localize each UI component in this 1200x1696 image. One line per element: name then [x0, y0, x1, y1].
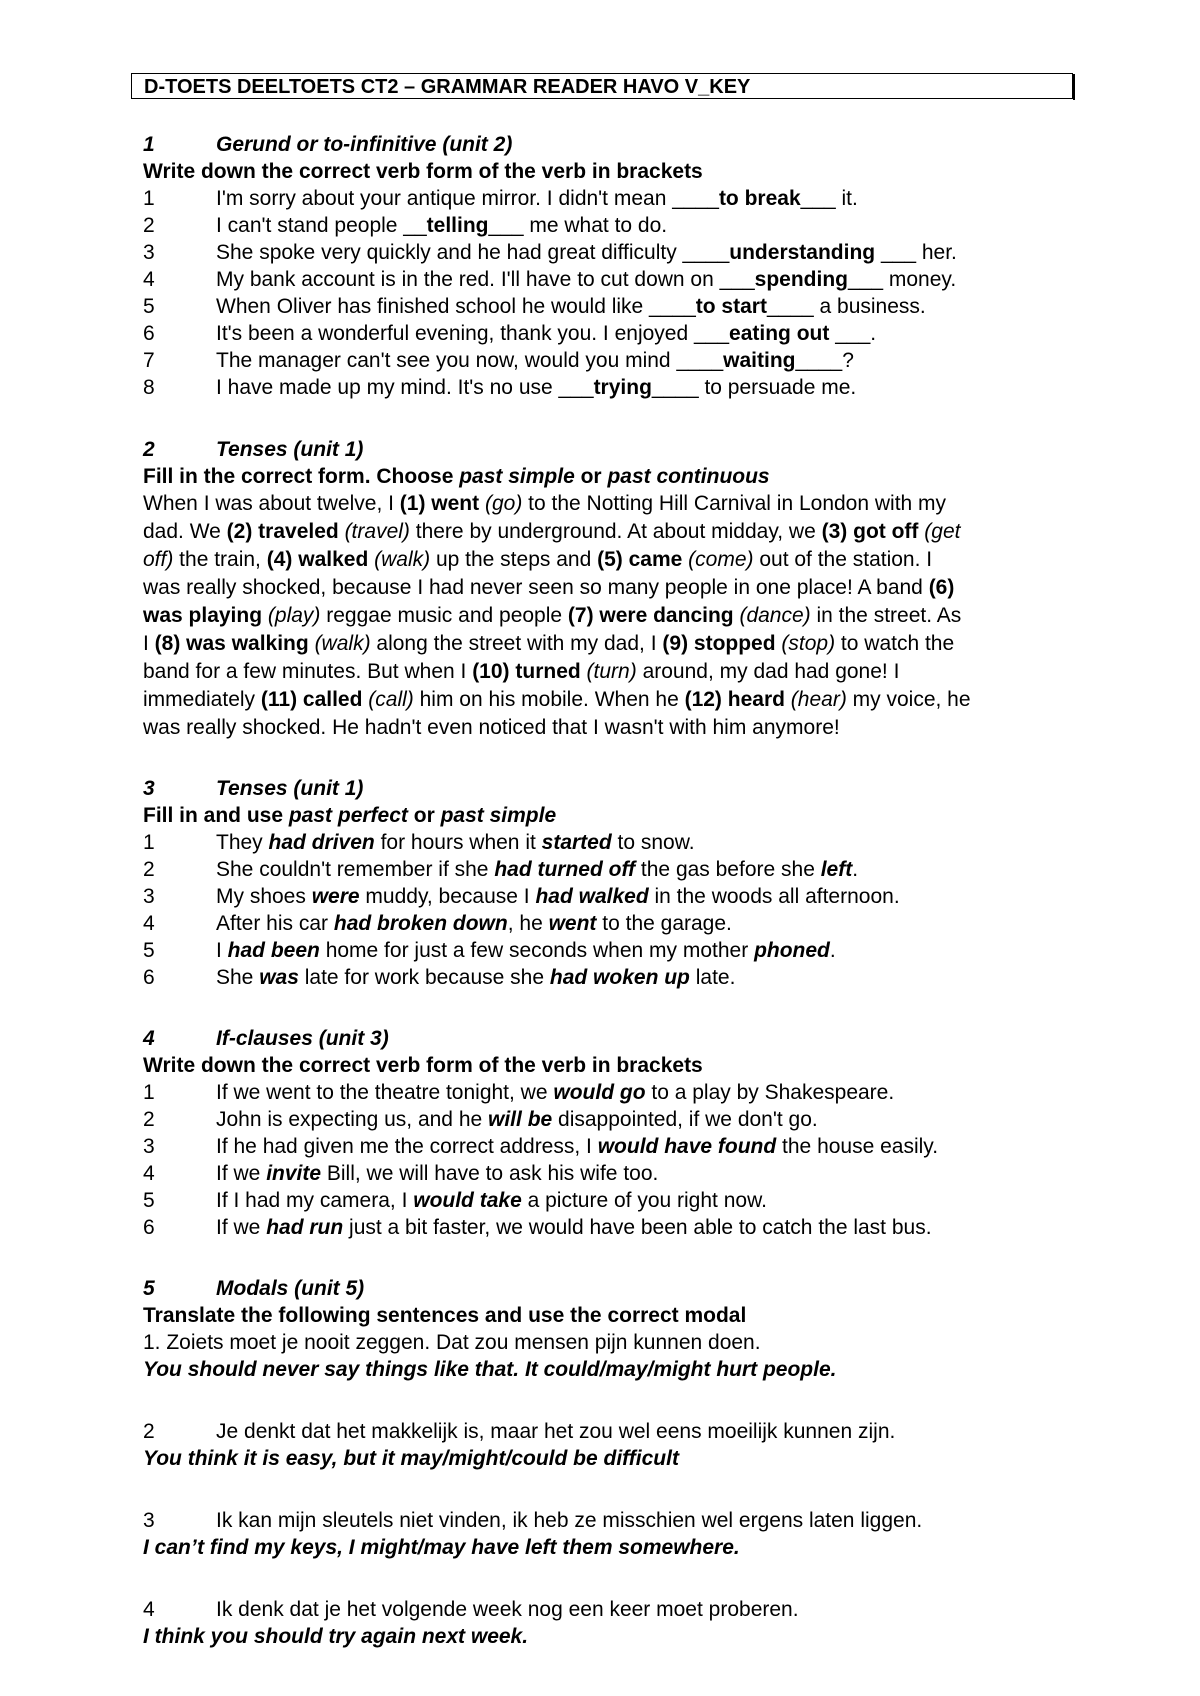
translation-answer: I think you should try again next week.	[143, 1625, 529, 1648]
translation-answer: You should never say things like that. It could/may/might hurt people.	[143, 1358, 837, 1381]
section-5-instruction: Translate the following sentences and use the correct modal	[143, 1304, 747, 1327]
section-2-heading: 2 Tenses (unit 1)	[143, 438, 364, 461]
translation-source: 1. Zoiets moet je nooit zeggen. Dat zou mensen pijn kunnen doen.	[143, 1331, 761, 1354]
page-title: D-TOETS DEELTOETS CT2 – GRAMMAR READER HAVO V_KEY	[144, 76, 751, 98]
answer: understanding	[729, 241, 876, 264]
translation-source: 3 Ik kan mijn sleutels niet vinden, ik heb ze misschien wel ergens laten liggen.	[143, 1509, 923, 1532]
translation-source: 2 Je denkt dat het makkelijk is, maar het zou wel eens moeilijk kunnen zijn.	[143, 1420, 896, 1443]
list-item: 4 My bank account is in the red. I'll have to cut down on ___spending___ money.	[143, 268, 957, 291]
translation-source: 4 Ik denk dat je het volgende week nog een keer moet proberen.	[143, 1598, 799, 1621]
list-item: 3 She spoke very quickly and he had great difficulty ____understanding ___ her.	[143, 241, 957, 264]
list-item: 6 If we had run just a bit faster, we would have been able to catch the last bus.	[143, 1216, 932, 1239]
paragraph-line: was really shocked, because I had never seen so many people in one place! A band (6)	[143, 576, 955, 599]
list-item: 4 If we invite Bill, we will have to ask his wife too.	[143, 1162, 659, 1185]
list-item: 5 I had been home for just a few seconds when my mother phoned.	[143, 939, 836, 962]
paragraph-line: When I was about twelve, I (1) went (go) to the Notting Hill Carnival in London with my	[143, 492, 947, 515]
list-item: 5 When Oliver has finished school he would like ____to start____ a business.	[143, 295, 926, 318]
list-item: 6 She was late for work because she had woken up late.	[143, 966, 736, 989]
list-item: 8 I have made up my mind. It's no use ___trying____ to persuade me.	[143, 376, 857, 399]
list-item: 3 My shoes were muddy, because I had walked in the woods all afternoon.	[143, 885, 900, 908]
paragraph-line: band for a few minutes. But when I (10) turned (turn) around, my dad had gone! I	[143, 660, 900, 683]
paragraph-line: I (8) was walking (walk) along the street with my dad, I (9) stopped (stop) to watch the	[143, 632, 955, 655]
list-item: 2 I can't stand people __telling___ me what to do.	[143, 214, 668, 237]
list-item: 1 They had driven for hours when it started to snow.	[143, 831, 695, 854]
answer: trying	[593, 376, 652, 399]
section-4-instruction: Write down the correct verb form of the verb in brackets	[143, 1054, 703, 1077]
section-3-instruction: Fill in and use past perfect or past simple	[143, 804, 557, 827]
section-3-heading: 3 Tenses (unit 1)	[143, 777, 364, 800]
answer: spending	[754, 268, 849, 291]
list-item: 7 The manager can't see you now, would you mind ____waiting____?	[143, 349, 854, 372]
answer: waiting	[723, 349, 796, 372]
section-4-heading: 4 If-clauses (unit 3)	[143, 1027, 389, 1050]
answer: eating out	[729, 322, 830, 345]
list-item: 1 If we went to the theatre tonight, we would go to a play by Shakespeare.	[143, 1081, 895, 1104]
translation-answer: You think it is easy, but it may/might/could be difficult	[143, 1447, 679, 1470]
answer: to break	[718, 187, 801, 210]
list-item: 3 If he had given me the correct address, I would have found the house easily.	[143, 1135, 939, 1158]
answer: telling	[426, 214, 489, 237]
list-item: 1 I'm sorry about your antique mirror. I didn't mean ____to break___ it.	[143, 187, 858, 210]
section-1-heading: 1 Gerund or to-infinitive (unit 2)	[143, 133, 513, 156]
answer: to start	[695, 295, 767, 318]
translation-answer: I can’t find my keys, I might/may have left them somewhere.	[143, 1536, 740, 1559]
list-item: 4 After his car had broken down, he went to the garage.	[143, 912, 732, 935]
title-box	[131, 73, 1073, 99]
list-item: 6 It's been a wonderful evening, thank you. I enjoyed ___eating out ___.	[143, 322, 877, 345]
paragraph-line: immediately (11) called (call) him on his mobile. When he (12) heard (hear) my voice, he	[143, 688, 971, 711]
section-5-heading: 5 Modals (unit 5)	[143, 1277, 365, 1300]
section-1-instruction: Write down the correct verb form of the verb in brackets	[143, 160, 703, 183]
section-2-instruction: Fill in the correct form. Choose past simple or past continuous	[143, 465, 770, 488]
paragraph-line: dad. We (2) traveled (travel) there by underground. At about midday, we (3) got off (get	[143, 520, 961, 543]
paragraph-line: was really shocked. He hadn't even noticed that I wasn't with him anymore!	[143, 716, 840, 739]
list-item: 5 If I had my camera, I would take a picture of you right now.	[143, 1189, 767, 1212]
list-item: 2 She couldn't remember if she had turned off the gas before she left.	[143, 858, 859, 881]
paragraph-line: off) the train, (4) walked (walk) up the steps and (5) came (come) out of the station. I	[143, 548, 933, 571]
title-box-edge	[1073, 74, 1075, 100]
paragraph-line: was playing (play) reggae music and people (7) were dancing (dance) in the street. As	[143, 604, 962, 627]
list-item: 2 John is expecting us, and he will be disappointed, if we don't go.	[143, 1108, 818, 1131]
